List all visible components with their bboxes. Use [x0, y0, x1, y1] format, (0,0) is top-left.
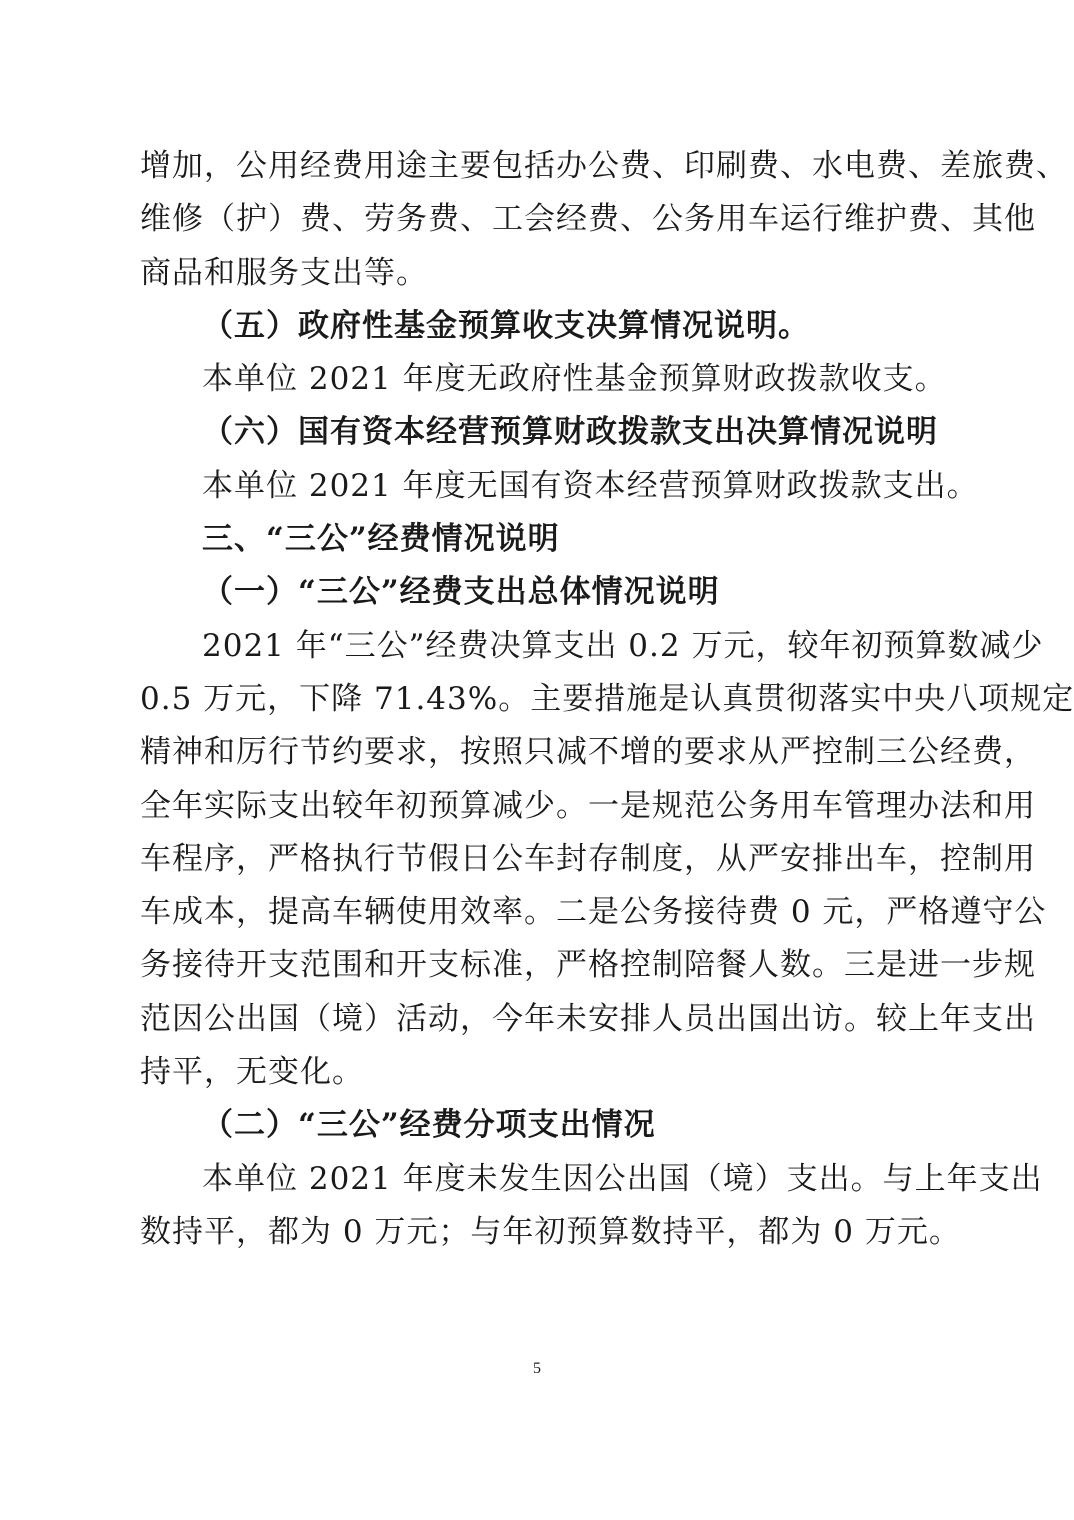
paragraph-line: 本单位 2021 年度未发生因公出国（境）支出。与上年支出	[202, 1160, 1043, 1197]
paragraph-line: 务接待开支范围和开支标准，严格控制陪餐人数。三是进一步规	[140, 947, 1036, 984]
paragraph-line: 车成本，提高车辆使用效率。二是公务接待费 0 元，严格遵守公	[140, 894, 1047, 931]
paragraph-line: 2021 年“三公”经费决算支出 0.2 万元，较年初预算数减少	[202, 627, 1044, 664]
paragraph-line: 车程序，严格执行节假日公车封存制度，从严安排出车，控制用	[140, 840, 1036, 877]
section-heading-3: 三、“三公”经费情况说明	[202, 521, 560, 558]
paragraph-line: 范因公出国（境）活动，今年未安排人员出国出访。较上年支出	[140, 1000, 1036, 1037]
paragraph-line: 持平，无变化。	[140, 1054, 364, 1091]
subsection-heading-5: （五）政府性基金预算收支决算情况说明。	[202, 307, 810, 344]
paragraph-line: 0.5 万元，下降 71.43%。主要措施是认真贯彻落实中央八项规定	[140, 680, 1074, 717]
paragraph-line: 全年实际支出较年初预算减少。一是规范公务用车管理办法和用	[140, 787, 1036, 824]
page-number: 5	[533, 1360, 541, 1377]
paragraph-line: 本单位 2021 年度无政府性基金预算财政拨款收支。	[202, 361, 947, 398]
paragraph-line: 数持平，都为 0 万元；与年初预算数持平，都为 0 万元。	[140, 1213, 961, 1250]
paragraph-line: 精神和厉行节约要求，按照只减不增的要求从严控制三公经费，	[140, 734, 1036, 771]
paragraph-line: 维修（护）费、劳务费、工会经费、公务用车运行维护费、其他	[140, 201, 1036, 238]
paragraph-line: 增加，公用经费用途主要包括办公费、印刷费、水电费、差旅费、	[140, 148, 1068, 184]
paragraph-line: 商品和服务支出等。	[140, 254, 428, 291]
subsection-heading-6: （六）国有资本经营预算财政拨款支出决算情况说明	[202, 414, 938, 451]
subsection-heading-3-2: （二）“三公”经费分项支出情况	[202, 1107, 656, 1144]
subsection-heading-3-1: （一）“三公”经费支出总体情况说明	[202, 574, 720, 611]
paragraph-line: 本单位 2021 年度无国有资本经营预算财政拨款支出。	[202, 467, 979, 504]
document-body	[140, 140, 1074, 1259]
